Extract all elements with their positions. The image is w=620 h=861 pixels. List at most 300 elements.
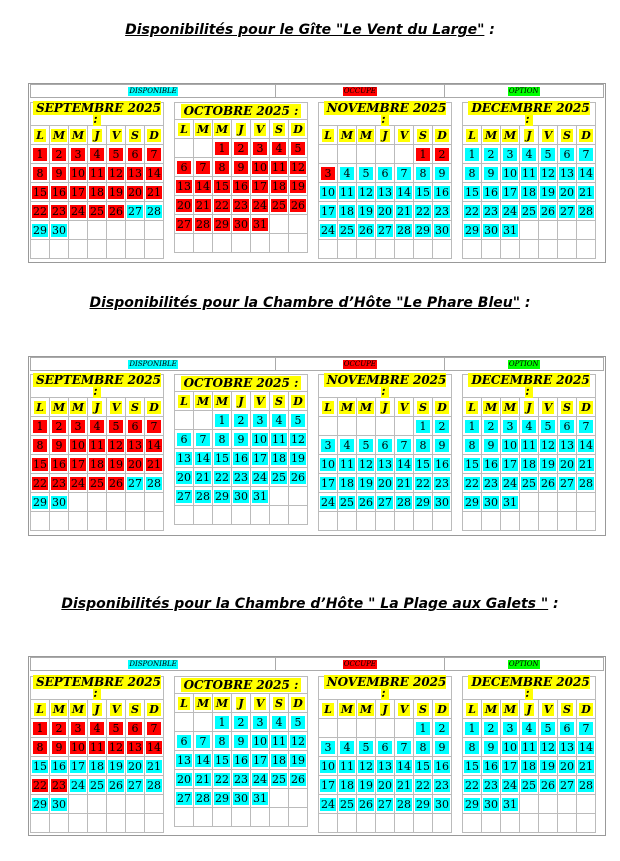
week-row <box>319 719 452 738</box>
day-number: 14 <box>397 759 411 773</box>
week-row <box>463 145 596 164</box>
day-cell <box>69 776 88 795</box>
day-cell <box>31 474 50 493</box>
day-cell <box>251 158 270 177</box>
day-cell <box>50 145 69 164</box>
day-cell <box>107 719 126 738</box>
day-number: 5 <box>291 414 305 427</box>
day-cell <box>433 719 452 738</box>
day-number: 7 <box>397 439 411 452</box>
day-cell <box>251 487 270 506</box>
day-number: 6 <box>177 161 191 174</box>
day-number: 26 <box>291 772 305 786</box>
day-number: 14 <box>196 179 210 193</box>
day-cell <box>482 417 501 436</box>
day-cell <box>194 506 213 525</box>
day-number: 22 <box>465 204 479 218</box>
legend-busy <box>276 358 444 370</box>
day-cell <box>414 221 433 240</box>
week-row <box>175 449 308 468</box>
day-number: 21 <box>397 204 411 218</box>
weekday-header <box>463 126 482 145</box>
day-number: 28 <box>579 778 593 792</box>
day-cell <box>107 814 126 833</box>
day-number: 5 <box>109 722 123 735</box>
day-cell <box>501 719 520 738</box>
day-number: 20 <box>177 198 191 212</box>
day-number: 19 <box>359 778 373 792</box>
day-cell <box>270 430 289 449</box>
day-number: 9 <box>52 167 66 180</box>
day-cell <box>338 493 357 512</box>
day-number: 21 <box>579 457 593 471</box>
day-cell <box>31 719 50 738</box>
day-cell <box>482 474 501 493</box>
day-number: 21 <box>147 759 161 773</box>
day-number: 26 <box>541 778 555 792</box>
weekday-header <box>558 126 577 145</box>
day-number: 7 <box>147 722 161 735</box>
day-cell <box>395 512 414 531</box>
week-row <box>463 776 596 795</box>
weekday-label: M <box>196 394 210 408</box>
weekday-label: V <box>399 128 409 142</box>
day-cell <box>69 512 88 531</box>
day-cell <box>463 417 482 436</box>
week-row <box>319 240 452 259</box>
day-cell <box>107 776 126 795</box>
day-cell <box>539 417 558 436</box>
day-cell <box>463 719 482 738</box>
day-cell <box>482 814 501 833</box>
day-cell <box>194 487 213 506</box>
day-cell <box>433 202 452 221</box>
day-number: 3 <box>503 148 517 161</box>
day-cell <box>50 814 69 833</box>
month-header <box>31 103 164 126</box>
month-calendar <box>462 102 596 259</box>
legend-busy-label: OCCUPE <box>343 86 376 95</box>
weekday-header <box>232 694 251 713</box>
weekday-label: M <box>359 400 373 414</box>
weekday-label: S <box>131 400 139 414</box>
day-cell <box>50 757 69 776</box>
weekday-header <box>577 126 596 145</box>
day-cell <box>145 814 164 833</box>
day-cell <box>175 487 194 506</box>
day-number: 19 <box>541 457 555 471</box>
weekday-label: L <box>468 400 476 414</box>
day-cell <box>175 732 194 751</box>
day-cell <box>319 164 338 183</box>
day-number: 22 <box>416 204 430 218</box>
day-number: 21 <box>147 185 161 199</box>
day-cell <box>433 240 452 259</box>
day-cell <box>577 221 596 240</box>
month-name: DECEMBRE 2025 : <box>468 675 589 700</box>
day-cell <box>577 512 596 531</box>
day-number: 23 <box>52 204 66 218</box>
day-cell <box>482 776 501 795</box>
day-number: 9 <box>484 167 498 180</box>
day-cell <box>558 512 577 531</box>
day-number: 17 <box>71 759 85 773</box>
weekday-header <box>126 700 145 719</box>
weekday-label: D <box>149 128 159 142</box>
day-cell <box>107 145 126 164</box>
day-cell <box>357 474 376 493</box>
weekday-header <box>376 398 395 417</box>
day-cell <box>50 202 69 221</box>
weekday-label: D <box>293 394 303 408</box>
day-cell <box>395 221 414 240</box>
day-cell <box>395 202 414 221</box>
day-cell <box>213 751 232 770</box>
week-row <box>319 474 452 493</box>
day-cell <box>270 713 289 732</box>
weekday-label: S <box>563 400 571 414</box>
day-number: 10 <box>321 457 335 471</box>
day-number: 28 <box>397 223 411 237</box>
day-number: 22 <box>465 476 479 490</box>
day-cell <box>433 512 452 531</box>
weekday-label: V <box>399 702 409 716</box>
day-number: 20 <box>128 457 142 471</box>
week-row <box>319 493 452 512</box>
weekday-label: S <box>275 122 283 136</box>
day-number: 4 <box>272 142 286 155</box>
day-cell <box>213 196 232 215</box>
day-number: 3 <box>253 414 267 427</box>
day-number: 15 <box>215 753 229 767</box>
day-number: 8 <box>416 167 430 180</box>
month-header <box>463 375 596 398</box>
day-number: 30 <box>435 495 449 509</box>
day-number: 14 <box>147 438 161 452</box>
day-cell <box>50 183 69 202</box>
month-name: NOVEMBRE 2025 : <box>324 675 447 700</box>
day-number: 13 <box>128 166 142 180</box>
weekday-header <box>126 126 145 145</box>
day-number: 10 <box>71 438 85 452</box>
property-title-text: Disponibilités pour le Gîte "Le Vent du Large" <box>125 22 485 38</box>
weekday-label: M <box>196 122 210 136</box>
day-cell <box>88 719 107 738</box>
day-cell <box>31 776 50 795</box>
day-cell <box>270 215 289 234</box>
day-number: 2 <box>52 148 66 161</box>
weekday-label: S <box>131 702 139 716</box>
day-cell <box>395 145 414 164</box>
day-number: 25 <box>340 797 354 811</box>
day-cell <box>213 713 232 732</box>
day-cell <box>338 221 357 240</box>
day-cell <box>126 493 145 512</box>
day-cell <box>539 776 558 795</box>
day-number: 24 <box>503 204 517 218</box>
legend-busy <box>276 658 444 670</box>
day-cell <box>175 158 194 177</box>
weekday-label: J <box>526 702 532 716</box>
day-cell <box>289 808 308 827</box>
week-row <box>319 436 452 455</box>
month-name: NOVEMBRE 2025 : <box>324 373 447 398</box>
day-cell <box>520 814 539 833</box>
day-cell <box>376 455 395 474</box>
weekday-header <box>31 700 50 719</box>
weekday-header <box>50 398 69 417</box>
day-cell <box>482 493 501 512</box>
day-cell <box>145 493 164 512</box>
weekday-header <box>88 126 107 145</box>
weekday-header <box>338 126 357 145</box>
day-cell <box>376 512 395 531</box>
week-row <box>175 158 308 177</box>
day-number: 13 <box>128 438 142 452</box>
day-cell <box>558 164 577 183</box>
day-cell <box>69 240 88 259</box>
day-number: 8 <box>416 741 430 754</box>
weekday-header <box>577 398 596 417</box>
month-name: SEPTEMBRE 2025 : <box>33 675 161 700</box>
day-cell <box>232 789 251 808</box>
day-cell <box>376 493 395 512</box>
day-number: 9 <box>484 439 498 452</box>
week-row <box>463 512 596 531</box>
day-cell <box>463 738 482 757</box>
day-cell <box>501 164 520 183</box>
day-cell <box>107 474 126 493</box>
day-cell <box>357 240 376 259</box>
day-cell <box>357 417 376 436</box>
weekday-label: J <box>382 400 388 414</box>
day-cell <box>126 512 145 531</box>
legend-free-label: DISPONIBLE <box>129 359 177 368</box>
day-number: 27 <box>560 204 574 218</box>
weekday-label: V <box>543 128 553 142</box>
day-number: 2 <box>234 142 248 155</box>
day-number: 20 <box>560 759 574 773</box>
day-cell <box>319 795 338 814</box>
day-number: 13 <box>378 457 392 471</box>
day-number: 3 <box>253 142 267 155</box>
month-calendar <box>30 676 164 833</box>
day-cell <box>395 493 414 512</box>
day-number: 7 <box>196 433 210 446</box>
weekday-label: S <box>275 394 283 408</box>
weekday-header <box>433 126 452 145</box>
day-number: 11 <box>272 734 286 748</box>
day-cell <box>251 808 270 827</box>
day-cell <box>539 164 558 183</box>
weekday-label: D <box>293 122 303 136</box>
weekday-header <box>558 398 577 417</box>
month-header <box>319 677 452 700</box>
day-number: 16 <box>435 185 449 199</box>
weekday-header <box>338 700 357 719</box>
day-cell <box>194 215 213 234</box>
day-cell <box>433 814 452 833</box>
day-cell <box>50 738 69 757</box>
day-cell <box>69 493 88 512</box>
day-cell <box>376 221 395 240</box>
day-number: 14 <box>147 166 161 180</box>
day-cell <box>539 145 558 164</box>
day-number: 18 <box>522 759 536 773</box>
day-number: 23 <box>435 204 449 218</box>
day-cell <box>175 506 194 525</box>
week-row <box>319 814 452 833</box>
month-header <box>175 103 308 120</box>
day-cell <box>463 814 482 833</box>
day-cell <box>376 183 395 202</box>
day-cell <box>126 221 145 240</box>
day-number: 11 <box>272 432 286 446</box>
day-number: 1 <box>416 420 430 433</box>
day-cell <box>539 455 558 474</box>
day-number: 18 <box>90 457 104 471</box>
day-cell <box>88 757 107 776</box>
week-row <box>31 814 164 833</box>
day-cell <box>501 240 520 259</box>
day-number: 20 <box>128 759 142 773</box>
day-cell <box>50 164 69 183</box>
day-number: 20 <box>378 778 392 792</box>
day-number: 12 <box>109 740 123 754</box>
day-cell <box>194 234 213 253</box>
day-cell <box>175 449 194 468</box>
weekday-header <box>482 700 501 719</box>
day-cell <box>50 455 69 474</box>
legend-busy-label: OCCUPE <box>343 659 376 668</box>
day-number: 7 <box>397 167 411 180</box>
day-cell <box>232 139 251 158</box>
week-row <box>319 202 452 221</box>
day-cell <box>31 493 50 512</box>
day-cell <box>414 814 433 833</box>
day-cell <box>107 455 126 474</box>
day-number: 21 <box>196 198 210 212</box>
day-cell <box>69 436 88 455</box>
month-name: DECEMBRE 2025 : <box>468 101 589 126</box>
day-number: 9 <box>234 433 248 446</box>
day-number: 15 <box>215 179 229 193</box>
day-cell <box>145 738 164 757</box>
day-cell <box>395 164 414 183</box>
day-number: 12 <box>541 438 555 452</box>
weekday-label: L <box>180 122 188 136</box>
day-number: 25 <box>90 204 104 218</box>
day-cell <box>558 436 577 455</box>
weekday-header <box>251 694 270 713</box>
weekday-label: S <box>131 128 139 142</box>
day-cell <box>433 455 452 474</box>
day-cell <box>414 202 433 221</box>
weekday-header <box>414 126 433 145</box>
day-cell <box>232 713 251 732</box>
day-number: 2 <box>52 420 66 433</box>
week-row <box>463 202 596 221</box>
weekday-label: D <box>437 702 447 716</box>
day-cell <box>414 164 433 183</box>
day-number: 24 <box>503 476 517 490</box>
day-number: 23 <box>484 778 498 792</box>
day-cell <box>357 221 376 240</box>
day-cell <box>338 164 357 183</box>
day-cell <box>88 164 107 183</box>
day-number: 13 <box>177 753 191 767</box>
day-cell <box>319 240 338 259</box>
day-number: 5 <box>291 142 305 155</box>
day-cell <box>213 808 232 827</box>
day-cell <box>251 430 270 449</box>
day-number: 23 <box>234 470 248 484</box>
day-cell <box>107 202 126 221</box>
day-number: 15 <box>416 185 430 199</box>
weekday-label: L <box>324 702 332 716</box>
week-row <box>463 240 596 259</box>
weekday-header <box>357 700 376 719</box>
day-cell <box>395 455 414 474</box>
weekday-label: D <box>149 702 159 716</box>
day-number: 17 <box>503 185 517 199</box>
day-cell <box>175 713 194 732</box>
day-cell <box>319 145 338 164</box>
day-cell <box>482 202 501 221</box>
day-cell <box>414 240 433 259</box>
day-number: 16 <box>234 179 248 193</box>
legend-bar <box>30 84 604 98</box>
day-cell <box>251 215 270 234</box>
week-row <box>175 139 308 158</box>
weekday-label: L <box>180 696 188 710</box>
day-cell <box>501 417 520 436</box>
day-number: 24 <box>253 198 267 212</box>
day-number: 20 <box>128 185 142 199</box>
day-number: 12 <box>291 160 305 174</box>
day-number: 11 <box>522 740 536 754</box>
weekday-label: V <box>255 122 265 136</box>
day-number: 6 <box>378 741 392 754</box>
day-number: 26 <box>359 223 373 237</box>
weekday-label: J <box>382 702 388 716</box>
day-cell <box>319 757 338 776</box>
weekday-header <box>175 392 194 411</box>
day-number: 22 <box>465 778 479 792</box>
day-cell <box>376 757 395 776</box>
day-cell <box>126 202 145 221</box>
day-cell <box>338 738 357 757</box>
day-cell <box>501 474 520 493</box>
day-number: 26 <box>109 778 123 792</box>
day-number: 7 <box>147 420 161 433</box>
day-number: 19 <box>541 759 555 773</box>
day-cell <box>145 145 164 164</box>
day-number: 17 <box>321 476 335 490</box>
day-number: 28 <box>147 204 161 218</box>
day-cell <box>270 468 289 487</box>
day-cell <box>395 738 414 757</box>
day-number: 6 <box>378 439 392 452</box>
day-number: 16 <box>52 185 66 199</box>
day-number: 14 <box>579 438 593 452</box>
weekday-label: S <box>419 702 427 716</box>
day-cell <box>194 789 213 808</box>
day-cell <box>232 234 251 253</box>
day-cell <box>463 455 482 474</box>
day-number: 14 <box>579 740 593 754</box>
day-number: 16 <box>234 451 248 465</box>
